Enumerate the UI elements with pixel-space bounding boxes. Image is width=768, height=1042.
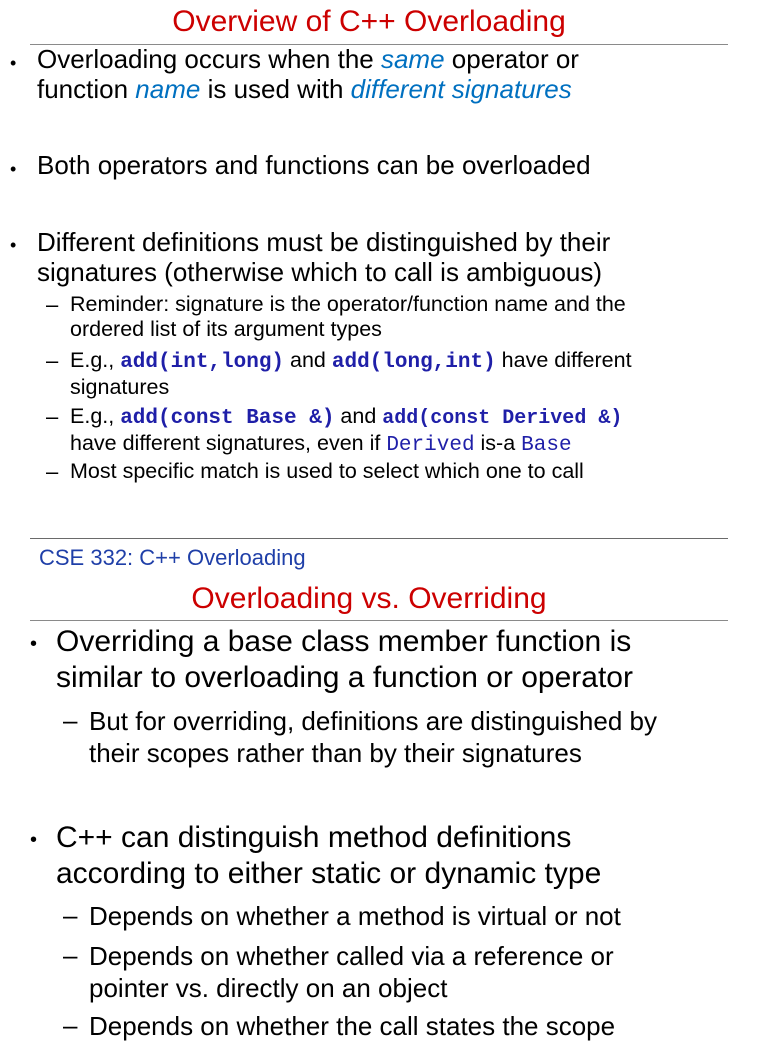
text: signatures (otherwise which to call is ambiguous) (37, 257, 603, 287)
code-add-const-derived: add(const Derived &) (382, 407, 623, 430)
dash-marker: – (46, 292, 59, 317)
text: their scopes rather than by their signatures (89, 738, 582, 768)
text: have different (495, 348, 632, 372)
text: have different signatures, even if (70, 431, 387, 455)
bullet-distinguished-by-signatures (37, 227, 610, 287)
text: operator or (444, 44, 579, 74)
text: E.g., (70, 348, 121, 372)
slide-2-title: Overloading vs. Overriding (191, 582, 547, 615)
text: and (284, 348, 332, 372)
text: Depends on whether called via a reference or (89, 941, 614, 971)
bullet-static-dynamic-type (56, 820, 601, 892)
sub-example-int-long (70, 348, 632, 400)
text: is used with (200, 74, 351, 104)
dash-marker: – (46, 459, 59, 484)
text: according to either static or dynamic type (56, 857, 602, 890)
code-add-const-base: add(const Base &) (120, 407, 335, 430)
bullet-marker: • (10, 159, 17, 179)
bullet-marker: • (10, 53, 17, 73)
text: E.g., (70, 404, 121, 428)
sub-overriding-scopes (89, 705, 657, 769)
text: Reminder: signature is the operator/function name and the (70, 292, 626, 316)
dash-marker: – (46, 404, 59, 429)
code-base: Base (521, 434, 572, 457)
text: Different definitions must be distinguished by their (37, 227, 611, 257)
dash-marker: – (63, 1010, 78, 1040)
dash-marker: – (46, 348, 59, 373)
slide-footer: CSE 332: C++ Overloading (39, 545, 306, 570)
text: ordered list of its argument types (70, 317, 382, 341)
sub-reminder-signature (70, 292, 626, 342)
text: signatures (70, 375, 170, 399)
footer-rule (30, 538, 728, 539)
emphasis-same: same (380, 44, 445, 74)
text: similar to overloading a function or operator (56, 661, 633, 694)
text: and (334, 404, 383, 428)
bullet-marker: • (10, 235, 17, 255)
sub-reference-or-pointer (89, 940, 614, 1004)
text: But for overriding, definitions are distinguished by (89, 706, 657, 736)
sub-example-base-derived (70, 404, 622, 458)
sub-most-specific-match: Most specific match is used to select which one to call (70, 459, 584, 483)
slide-2-title-rule (30, 620, 728, 621)
sub-call-states-scope: Depends on whether the call states the scope (89, 1011, 616, 1041)
dash-marker: – (63, 940, 78, 970)
text: Overloading occurs when the (37, 44, 381, 74)
emphasis-name: name (135, 74, 201, 104)
bullet-marker: • (30, 829, 38, 851)
bullet-overloading-definition (37, 44, 579, 104)
bullet-overriding-similar (56, 624, 633, 696)
slide-1-title: Overview of C++ Overloading (172, 5, 566, 38)
text: is-a (474, 431, 522, 455)
emphasis-different-signatures: different signatures (350, 74, 572, 104)
code-add-long-int: add(long,int) (331, 351, 496, 374)
bullet-both-overloaded: Both operators and functions can be overloaded (37, 150, 591, 180)
sub-virtual-or-not: Depends on whether a method is virtual or not (89, 901, 621, 931)
bullet-marker: • (30, 633, 38, 655)
text: C++ can distinguish method definitions (56, 821, 572, 854)
text: Overriding a base class member function is (56, 625, 632, 658)
text: pointer vs. directly on an object (89, 973, 448, 1003)
dash-marker: – (63, 900, 78, 930)
text: function (37, 74, 136, 104)
code-derived: Derived (386, 434, 475, 457)
dash-marker: – (63, 705, 78, 735)
code-add-int-long: add(int,long) (120, 351, 285, 374)
